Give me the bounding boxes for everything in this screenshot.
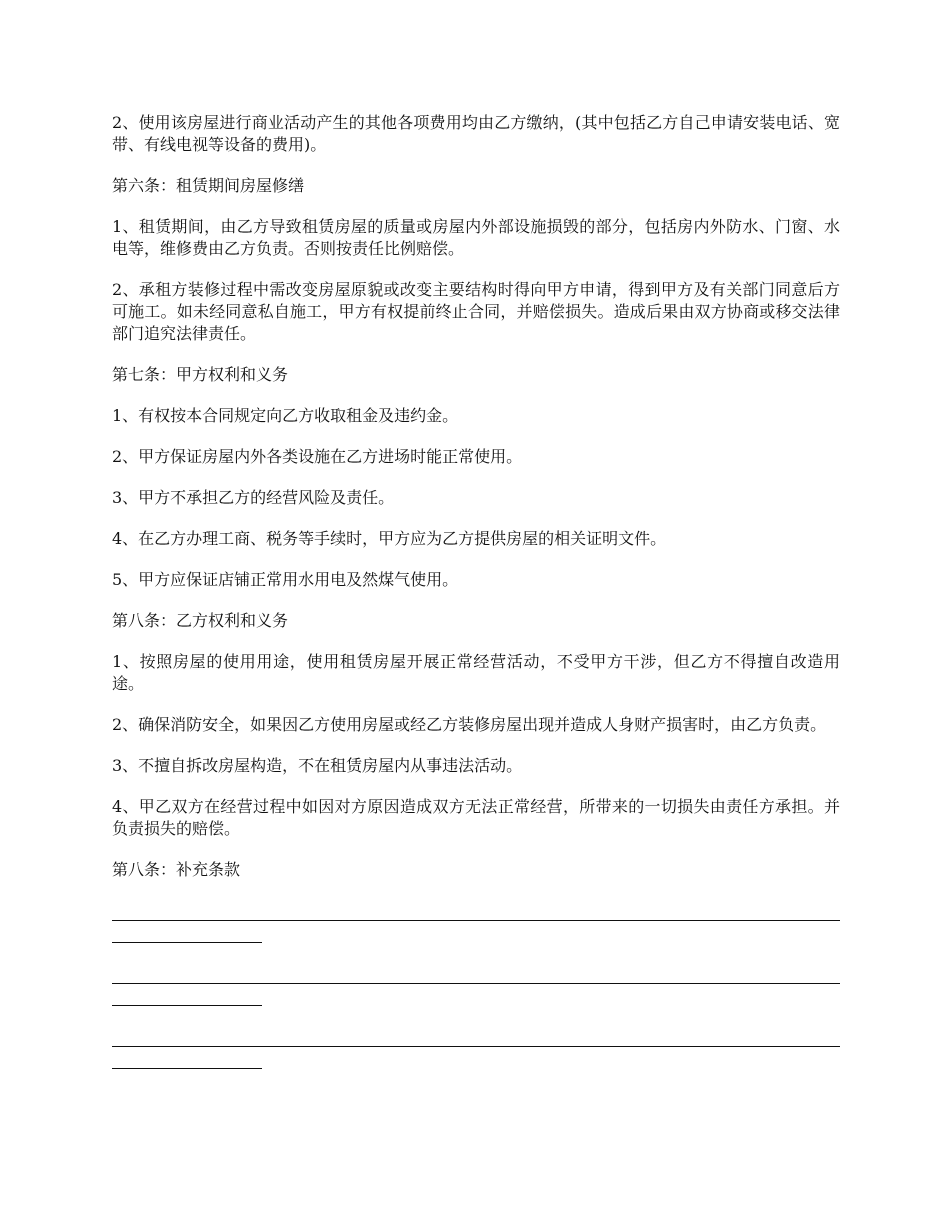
clause-8-item-3: 3、不擅自拆改房屋构造，不在租赁房屋内从事违法活动。 (112, 756, 523, 775)
document-page (112, 112, 840, 1089)
clause-5-item-2: 2、使用该房屋进行商业活动产生的其他各项费用均由乙方缴纳，(其中包括乙方自己申请安装电话、宽带、有线电视等设备的费用)。 (112, 113, 840, 154)
blank-underline (112, 963, 840, 985)
blank-fill-line-1 (112, 900, 840, 944)
article-8-heading: 第八条：乙方权利和义务 (112, 611, 289, 630)
blank-underline-tail (112, 922, 840, 944)
blank-underline-tail (112, 985, 840, 1007)
clause-6-item-1: 1、租赁期间，由乙方导致租赁房屋的质量或房屋内外部设施损毁的部分，包括房内外防水、门窗、水电等，维修费由乙方负责。否则按责任比例赔偿。 (112, 217, 840, 258)
clause-8-item-1: 1、按照房屋的使用用途，使用租赁房屋开展正常经营活动，不受甲方干涉，但乙方不得擅自改造用途。 (112, 652, 840, 693)
blank-underline (112, 1026, 840, 1048)
clause-6-item-2: 2、承租方装修过程中需改变房屋原貌或改变主要结构时得向甲方申请，得到甲方及有关部门同意后方可施工。如未经同意私自施工，甲方有权提前终止合同，并赔偿损失。造成后果由双方协商或移交法律部门追究法律责任。 (112, 280, 840, 343)
article-7-heading: 第七条：甲方权利和义务 (112, 365, 289, 384)
clause-7-item-1: 1、有权按本合同规定向乙方收取租金及违约金。 (112, 406, 459, 425)
blank-fill-line-2 (112, 963, 840, 1007)
clause-7-item-3: 3、甲方不承担乙方的经营风险及责任。 (112, 488, 395, 507)
clause-7-item-5: 5、甲方应保证店铺正常用水用电及然煤气使用。 (112, 570, 459, 589)
clause-7-item-2: 2、甲方保证房屋内外各类设施在乙方进场时能正常使用。 (112, 447, 523, 466)
clause-7-item-4: 4、在乙方办理工商、税务等手续时，甲方应为乙方提供房屋的相关证明文件。 (112, 529, 667, 548)
article-6-heading: 第六条：租赁期间房屋修缮 (112, 176, 305, 195)
blank-underline-tail (112, 1048, 840, 1070)
blank-underline (112, 900, 840, 922)
clause-8-item-4: 4、甲乙双方在经营过程中如因对方原因造成双方无法正常经营，所带来的一切损失由责任方承担。并负责损失的赔偿。 (112, 797, 840, 838)
clause-8-item-2: 2、确保消防安全，如果因乙方使用房屋或经乙方装修房屋出现并造成人身财产损害时，由乙方负责。 (112, 715, 827, 734)
blank-fill-line-3 (112, 1026, 840, 1070)
supplementary-terms-heading: 第八条：补充条款 (112, 860, 241, 879)
